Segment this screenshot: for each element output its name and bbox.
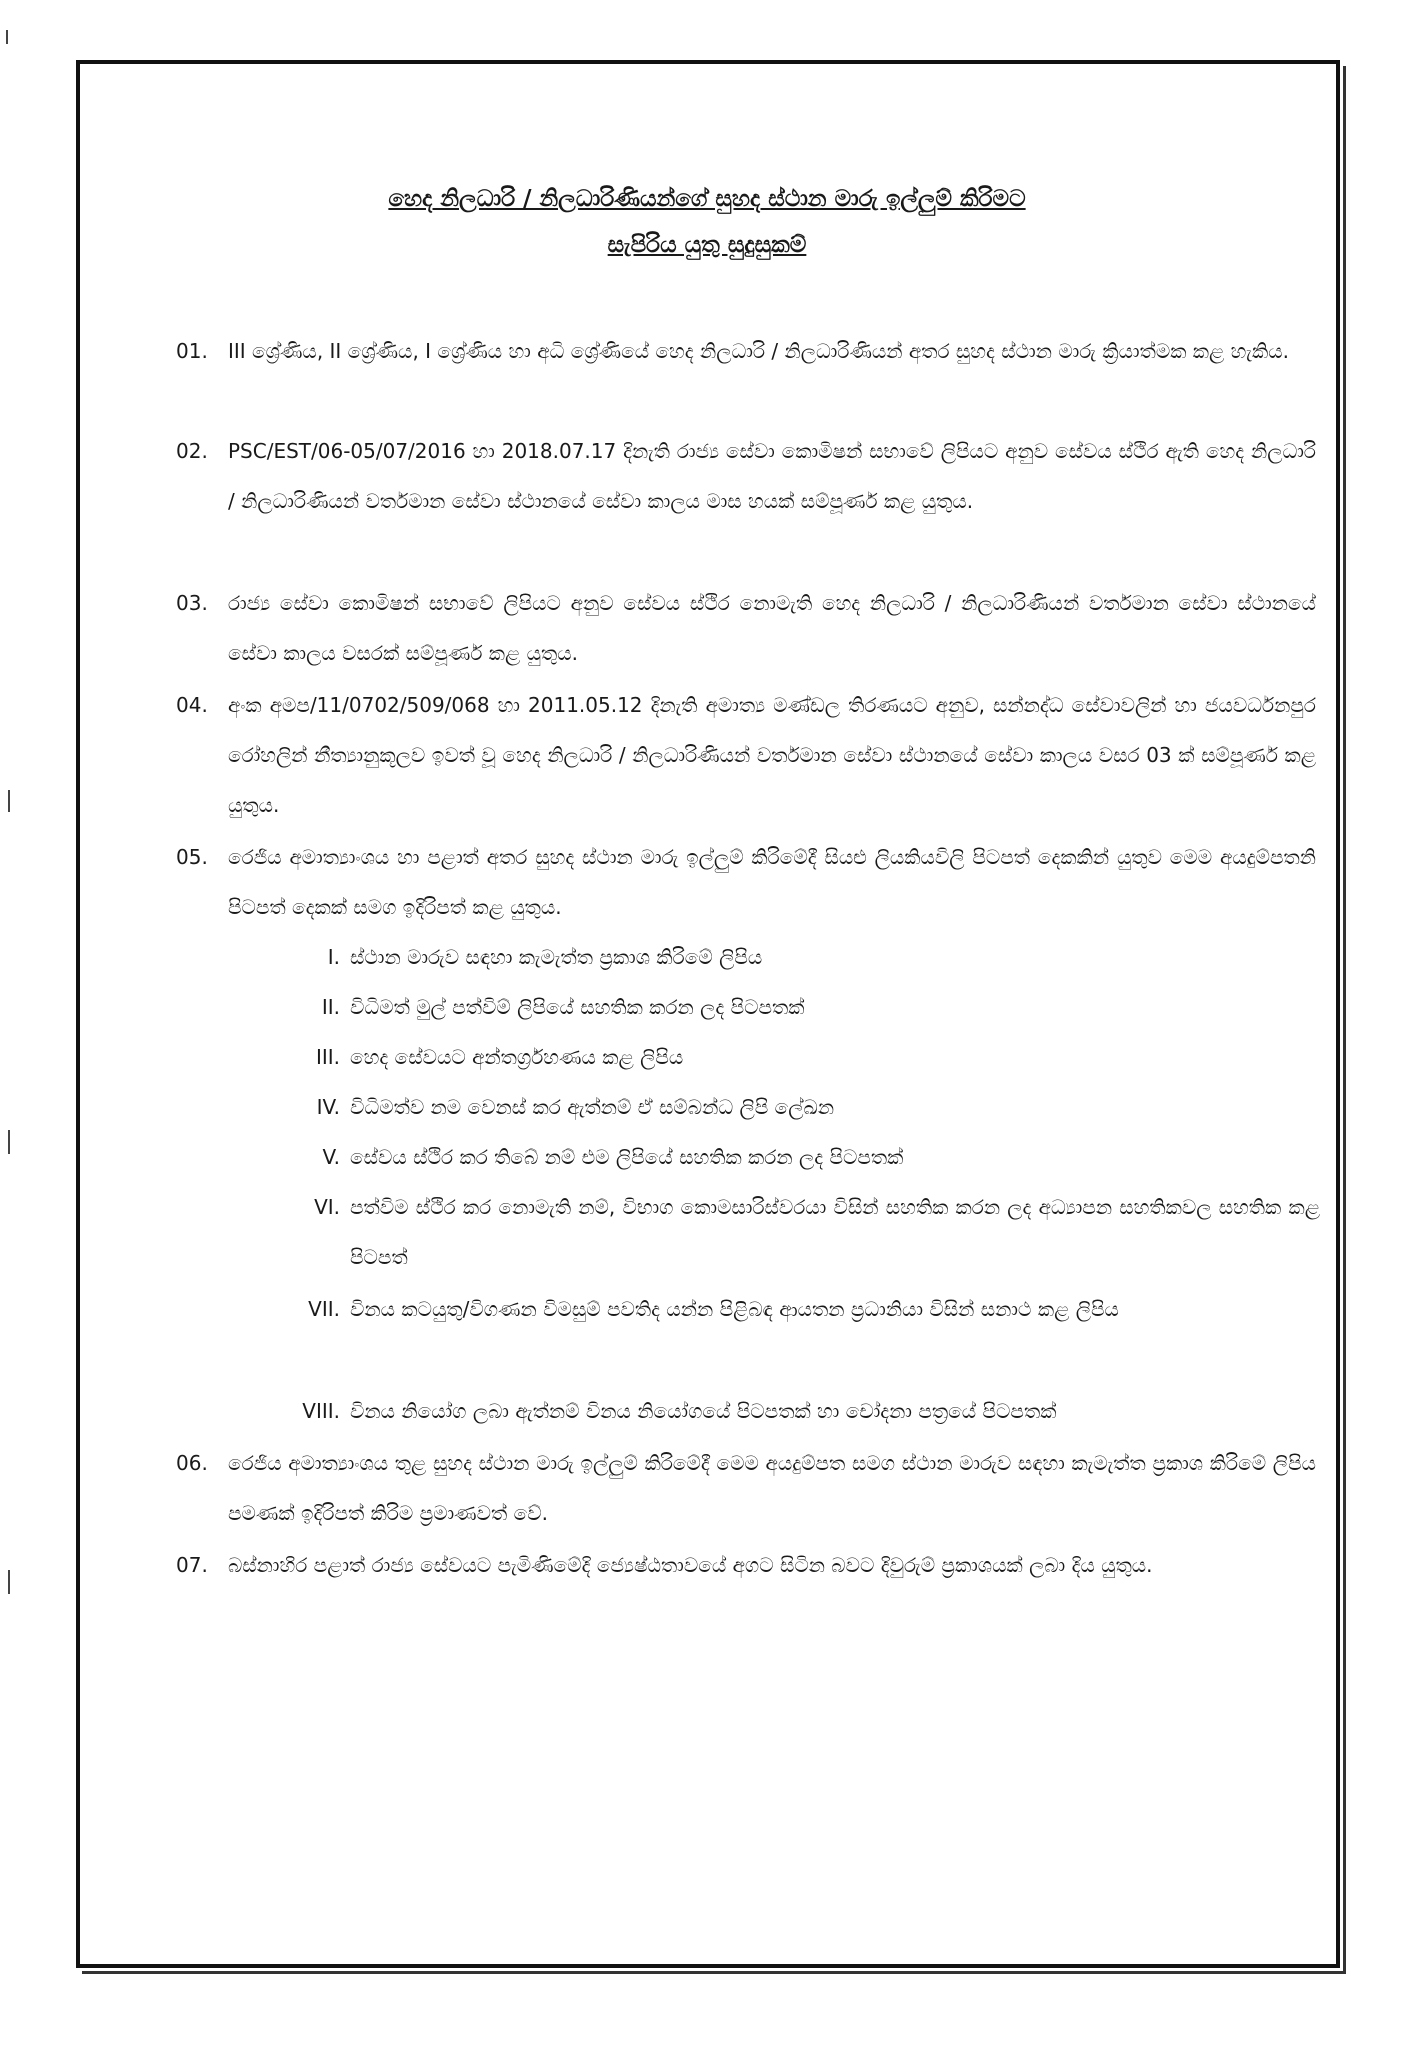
sub-item xyxy=(260,1032,1320,1082)
sub-item xyxy=(260,932,1320,982)
sub-item xyxy=(260,982,1320,1032)
scan-mark xyxy=(6,30,8,44)
item-number: 03. xyxy=(176,591,208,615)
list-item xyxy=(176,1438,1316,1538)
item-number: 05. xyxy=(176,845,208,869)
sub-item-number: II. xyxy=(321,995,340,1019)
sub-item-text: විධිමත්ව නම වෙනස් කර ඇත්නම් ඒ සම්බන්ධ ලිපි ලේඛන xyxy=(350,1095,835,1119)
sub-item-text: ස්ථාන මාරුව සඳහා කැමැත්ත ප්‍රකාශ කිරිමේ ලිපිය xyxy=(350,945,763,969)
item-number: 02. xyxy=(176,439,208,463)
sub-item-number: VI. xyxy=(314,1195,340,1219)
sub-item-number: VIII. xyxy=(302,1399,340,1423)
sub-item-text: පත්විම ස්ථිර කර නොමැති නම්, විභාග කොමසාරිස්වරයා විසින් සහතික කරන ලද අධ්‍යාපන සහතිකවල සහතික කළ පිටපත් xyxy=(350,1195,1320,1269)
sub-item xyxy=(260,1082,1320,1132)
sub-item-number: V. xyxy=(322,1145,340,1169)
scan-mark xyxy=(8,1570,10,1594)
sub-item xyxy=(260,1284,1320,1334)
sub-item xyxy=(260,1386,1320,1436)
sub-item-text: විනය නියෝග ලබා ඇත්නම් විනය නියෝගයේ පිටපතක් හා චෝදනා පත්‍රයේ පිටපතක් xyxy=(350,1399,1057,1423)
item-number: 04. xyxy=(176,693,208,717)
list-item xyxy=(176,832,1316,932)
sub-item-text: සේවය ස්ථිර කර තිබේ නම් එම ලිපියේ සහතික කරන ලද පිටපතක් xyxy=(350,1145,904,1169)
item-text: රෙජිය අමාත්‍යාංශය තුළ සුහද ස්ථාන මාරු ඉල්ලුම් කිරිමේදී මෙම අයදුම්පත සමග ස්ථාන මාරුව සඳහා කැමැත්ත ප්‍රකාශ කිරිමේ ලිපිය පමණක් ඉදිරිපත් කිරිම ප්‍රමාණවත් වේ. xyxy=(228,1451,1316,1525)
item-text: අංක අමප/11/0702/509/068 හා 2011.05.12 දිනැති අමාත්‍ය මණ්ඩල තිරණයට අනුව, සන්නද්ධ සේවාවලින් හා ජයවර්ධනපුර රෝහලින් නීත්‍යානුකූලව ඉවත් වූ හෙද නිලධාරි / නිලධාරිණියන් වර්තමාන සේවා ස්ථානයේ සේවා කාලය වසර 03 ක් සම්පූර්ණ කළ යුතුය. xyxy=(228,693,1316,817)
list-item xyxy=(176,680,1316,830)
scan-mark xyxy=(8,1130,10,1154)
list-item xyxy=(176,578,1316,678)
document-title: හෙද නිලධාරි / නිලධාරිණියන්ගේ සුහද ස්ථාන මාරු ඉල්ලුම් කිරිමට xyxy=(388,186,1026,212)
item-text: රාජ්‍ය සේවා කොමිෂන් සභාවේ ලිපියට අනුව සේවය ස්ථිර නොමැති හෙද නිලධාරි / නිලධාරිණියන් වර්තමාන සේවා ස්ථානයේ සේවා කාලය වසරක් සම්පූර්ණ කළ යුතුය. xyxy=(228,591,1316,665)
sub-item-number: IV. xyxy=(316,1095,340,1119)
sub-item xyxy=(260,1182,1320,1282)
list-item xyxy=(176,426,1316,526)
item-text: බස්නාහිර පළාත් රාජ්‍ය සේවයට පැමිණිමේදි ජ්‍යෙෂ්ඨතාවයේ අගට සිටින බවට දිවුරුම් ප්‍රකාශයක් ලබා දිය යුතුය. xyxy=(228,1553,1153,1577)
sub-item-number: III. xyxy=(315,1045,340,1069)
sub-item-text: හෙද සේවයට අන්තර්ග්‍රහණය කළ ලිපිය xyxy=(350,1045,684,1069)
sub-item-number: VII. xyxy=(308,1297,340,1321)
document-subtitle: සැපිරිය යුතු සුදුසුකම් xyxy=(607,232,807,258)
sub-item-text: විධිමත් මුල් පත්විම් ලිපියේ සහතික කරන ලද පිටපතක් xyxy=(350,995,805,1019)
list-item xyxy=(176,1540,1316,1590)
item-number: 07. xyxy=(176,1553,208,1577)
sub-item xyxy=(260,1132,1320,1182)
item-text: III ශ්‍රේණිය, II ශ්‍රේණිය, I ශ්‍රේණිය හා අධි ශ්‍රේණියේ හෙද නිලධාරි / නිලධාරිණියන් අතර සුහද ස්ථාන මාරු ක්‍රියාත්මක කළ හැකිය. xyxy=(228,339,1289,363)
item-number: 01. xyxy=(176,339,208,363)
sub-item-text: විනය කටයුතු/විගණන විමසුම් පවතිද යන්න පිළිබඳ ආයතන ප්‍රධානියා විසින් සනාථ කළ ලිපිය xyxy=(350,1297,1119,1321)
list-item xyxy=(176,326,1316,376)
item-text: රෙජිය අමාත්‍යාංශය හා පළාත් අතර සුහද ස්ථාන මාරු ඉල්ලුම් කිරිමේදී සියළු ලියකියවිලි පිටපත් දෙකකින් යුතුව මෙම අයදුම්පතනි පිටපත් දෙකක් සමග ඉදිරිපත් කළ යුතුය. xyxy=(228,845,1316,919)
sub-item-number: I. xyxy=(327,945,340,969)
item-text: PSC/EST/06-05/07/2016 හා 2018.07.17 දිනැති රාජ්‍ය සේවා කොමිෂන් සභාවේ ලිපියට අනුව සේවය ස්ථිර ඇති හෙද නිලධාරි / නිලධාරිණියන් වර්තමාන සේවා ස්ථානයේ සේවා කාලය මාස හයක් සම්පූර්ණ කළ යුතුය. xyxy=(228,439,1316,513)
item-number: 06. xyxy=(176,1451,208,1475)
scan-mark xyxy=(8,790,10,812)
